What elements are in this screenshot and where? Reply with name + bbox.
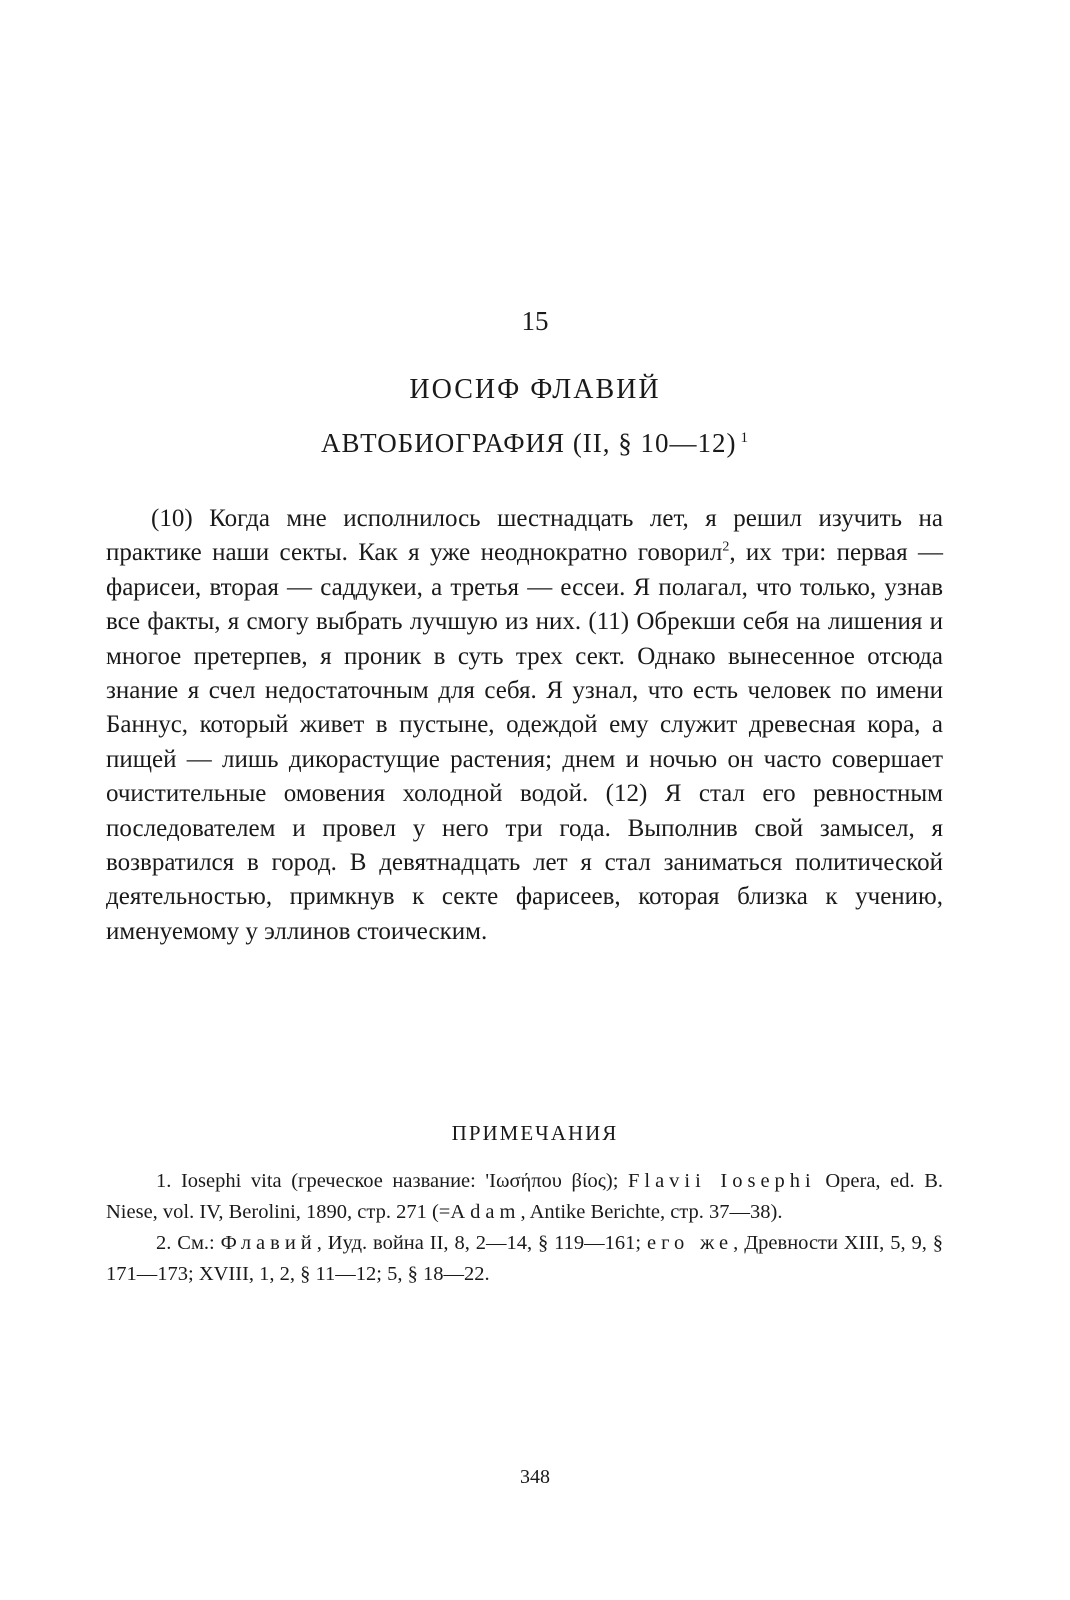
- note-item-1: [106, 1166, 943, 1228]
- title-footnote-ref[interactable]: 1: [740, 430, 750, 446]
- work-title-text: АВТОБИОГРАФИЯ (II, § 10—12): [320, 428, 737, 458]
- note-1-text-a: 1. Iosephi vita (греческое название: 'Ιωσήπου βίος);: [156, 1170, 628, 1192]
- note-1-text-e: , Antike Berichte, стр. 37—38).: [520, 1201, 783, 1223]
- note-1-text-c: Opera, ed. B. Niese, vol. IV, Berolini, 1890, стр. 271 (=: [106, 1170, 944, 1223]
- notes-heading: ПРИМЕЧАНИЯ: [451, 1121, 619, 1145]
- author-heading: ИОСИФ ФЛАВИЙ: [409, 374, 661, 405]
- note-1-editor: Adam: [450, 1201, 521, 1223]
- note-2-text-e: , Древности XIII, 5, 9, § 171—173; XVIII, 1, 2, § 11—12; 5, § 18—22.: [106, 1232, 943, 1285]
- chapter-number: 15: [521, 306, 549, 336]
- note-item-2: [106, 1228, 943, 1290]
- main-text-part2: , их три: первая — фарисеи, вторая — саддукеи, а третья — ессеи. Я полагал, что только, узнав все факты, я смогу выбрать лучшую из них. (11) Обрекши себя на лишения и многое претерпев, я проник в суть трех сект. Однако вынесенное отсюда знание я счел недостаточным для себя. Я узнал, что есть человек по имени Баннус, который живет в пустыне, одеждой ему служит древесная кора, а пищей — лишь дикорастущие растения; днем и ночью он часто совершает очистительные омовения холодной водой. (12) Я стал его ревностным последователем и провел у него три года. Выполнив свой замысел, я возвратился в город. В девятнадцать лет я стал заниматься политической деятельностью, примкнув к секте фарисеев, которая близка к учению, именуемому у эллинов стоическим.: [106, 539, 943, 945]
- note-1-author: Flavii Iosephi: [627, 1170, 816, 1192]
- body-footnote-ref[interactable]: 2: [722, 540, 730, 556]
- note-2-text-a: 2. См.:: [156, 1232, 221, 1254]
- note-2-text-c: , Иуд. война II, 8, 2—14, § 119—161;: [316, 1232, 648, 1254]
- main-text: [106, 502, 943, 949]
- page-number: 348: [520, 1466, 550, 1488]
- main-text-part1: (10) Когда мне исполнилось шестнадцать лет, я решил изучить на практике наши секты. Как я уже неоднократно говорил: [106, 505, 943, 567]
- work-title: [0, 428, 1070, 459]
- note-2-author: Флавий: [220, 1232, 317, 1254]
- notes-list: [106, 1166, 943, 1290]
- note-2-ibid: его же: [647, 1232, 734, 1254]
